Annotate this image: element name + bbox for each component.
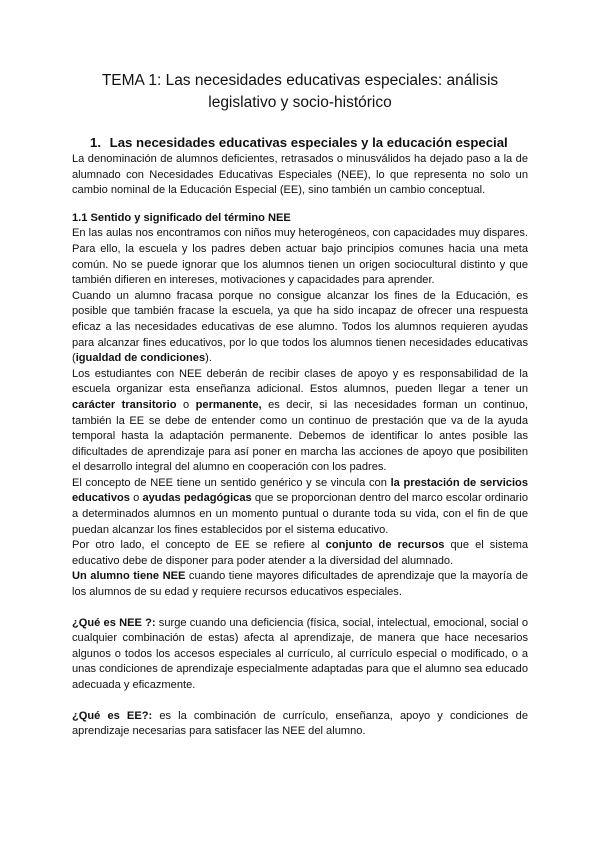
text-run: Cuando un alumno fracasa porque no consigue alcanzar los fines de la Educación, es posible que también fracase la escuela, ya que ha sido incapaz de ofrecer una respuesta eficaz a las necesidades educativas de ese alumno. Todos los alumnos requieren ayudas para alcanzar fines educativos, por lo que todos los alumnos tienen necesidades educativas ( — [72, 289, 528, 365]
bold-run: conjunto de recursos — [325, 539, 445, 552]
bold-run: ayudas pedagógicas — [142, 492, 252, 505]
bold-run: carácter transitorio — [72, 398, 177, 411]
section-1-heading-text: Las necesidades educativas especiales y la educación especial — [109, 135, 508, 150]
subsection-1-1-heading: 1.1 Sentido y significado del término NEE — [72, 211, 291, 224]
section-1-intro: La denominación de alumnos deficientes, retrasados o minusválidos ha dejado paso a la de alumnado con Necesidades Educativas Especiales (NEE), lo que representa no solo un cambio nominal de la Educación Especial (EE), sino también un cambio conceptual. — [72, 153, 528, 197]
spacer — [72, 601, 528, 616]
bold-run: Un alumno tiene NEE — [72, 570, 186, 583]
bold-run: ¿Qué es EE?: — [72, 709, 153, 722]
bold-run: igualdad de condiciones — [75, 352, 206, 365]
definition-ee — [72, 709, 528, 740]
paragraph-nee-concept — [72, 476, 528, 538]
bold-run: ¿Qué es NEE ?: — [72, 616, 156, 629]
text-run: que se proporcionan dentro del marco escolar ordinario a determinados alumnos en un momento puntual o durante toda su vida, con el fin de que puedan alcanzar los fines establecidos por el sistema educativo. — [72, 492, 528, 536]
text-run: El concepto de NEE tiene un sentido genérico y se vincula con — [72, 476, 391, 489]
title-line-1: TEMA 1: Las necesidades educativas especiales: análisis — [101, 72, 499, 89]
spacer — [72, 694, 528, 709]
paragraph-support-classes — [72, 367, 528, 476]
text-run: es la combinación de currículo, enseñanza, apoyo y condiciones de aprendizaje necesarias para satisfacer las NEE del alumno. — [72, 709, 528, 738]
paragraph-ee-concept — [72, 538, 528, 569]
document-title — [72, 70, 528, 114]
text-run: o — [129, 492, 143, 505]
document-page — [72, 70, 528, 740]
bold-run: la prestación de servicios educativos — [72, 476, 528, 505]
definition-nee — [72, 616, 528, 694]
paragraph-failure — [72, 289, 528, 367]
text-run: es decir, si las necesidades forman un continuo, también la EE se debe de entender como un continuo de prestación que va de la ayuda temporal hasta la adaptación permanente. Debemos de identificar lo antes posible las dificultades de aprendizaje para así poner en marcha las acciones de apoyo que posibiliten el desarrollo integral del alumno en cooperación con los padres. — [72, 398, 528, 474]
paragraph-student-nee — [72, 569, 528, 600]
text-run: surge cuando una deficiencia (física, social, intelectual, emocional, social o cualquier combinación de estas) afecta al aprendizaje, de manera que hace necesarios algunos o todos los accesos especiales al currículo, al currículo especial o modificado, o a unas condiciones de aprendizaje especialmente adaptadas para que el alumno sea educado adecuada y eficazmente. — [72, 616, 528, 691]
title-line-2: legislativo y socio-histórico — [208, 94, 392, 111]
text-run: ). — [205, 352, 212, 365]
section-1-heading — [72, 134, 528, 152]
section-1-number: 1. — [90, 135, 101, 150]
text-run: Por otro lado, el concepto de EE se refiere al — [72, 539, 326, 552]
text-run: Los estudiantes con NEE deberán de recibir clases de apoyo y es responsabilidad de la escuela organizar esta enseñanza adicional. Estos alumnos, pueden llegar a tener un — [72, 367, 528, 396]
paragraph-heterogeneity: En las aulas nos encontramos con niños muy heterogéneos, con capacidades muy dispares. Para ello, la escuela y los padres deben actuar bajo principios comunes hacia una meta común. No se puede ignorar que los alumnos tienen un origen sociocultural distinto y que también difieren en intereses, motivaciones y capacidades para aprender. — [72, 227, 528, 287]
text-run: cuando tiene mayores dificultades de aprendizaje que la mayoría de los alumnos de su edad y requiere recursos educativos especiales. — [72, 570, 529, 599]
bold-run: permanente, — [195, 398, 262, 411]
text-run: o — [176, 398, 196, 411]
text-run: que el sistema educativo debe de disponer para poder atender a la diversidad del alumnado. — [72, 539, 528, 567]
